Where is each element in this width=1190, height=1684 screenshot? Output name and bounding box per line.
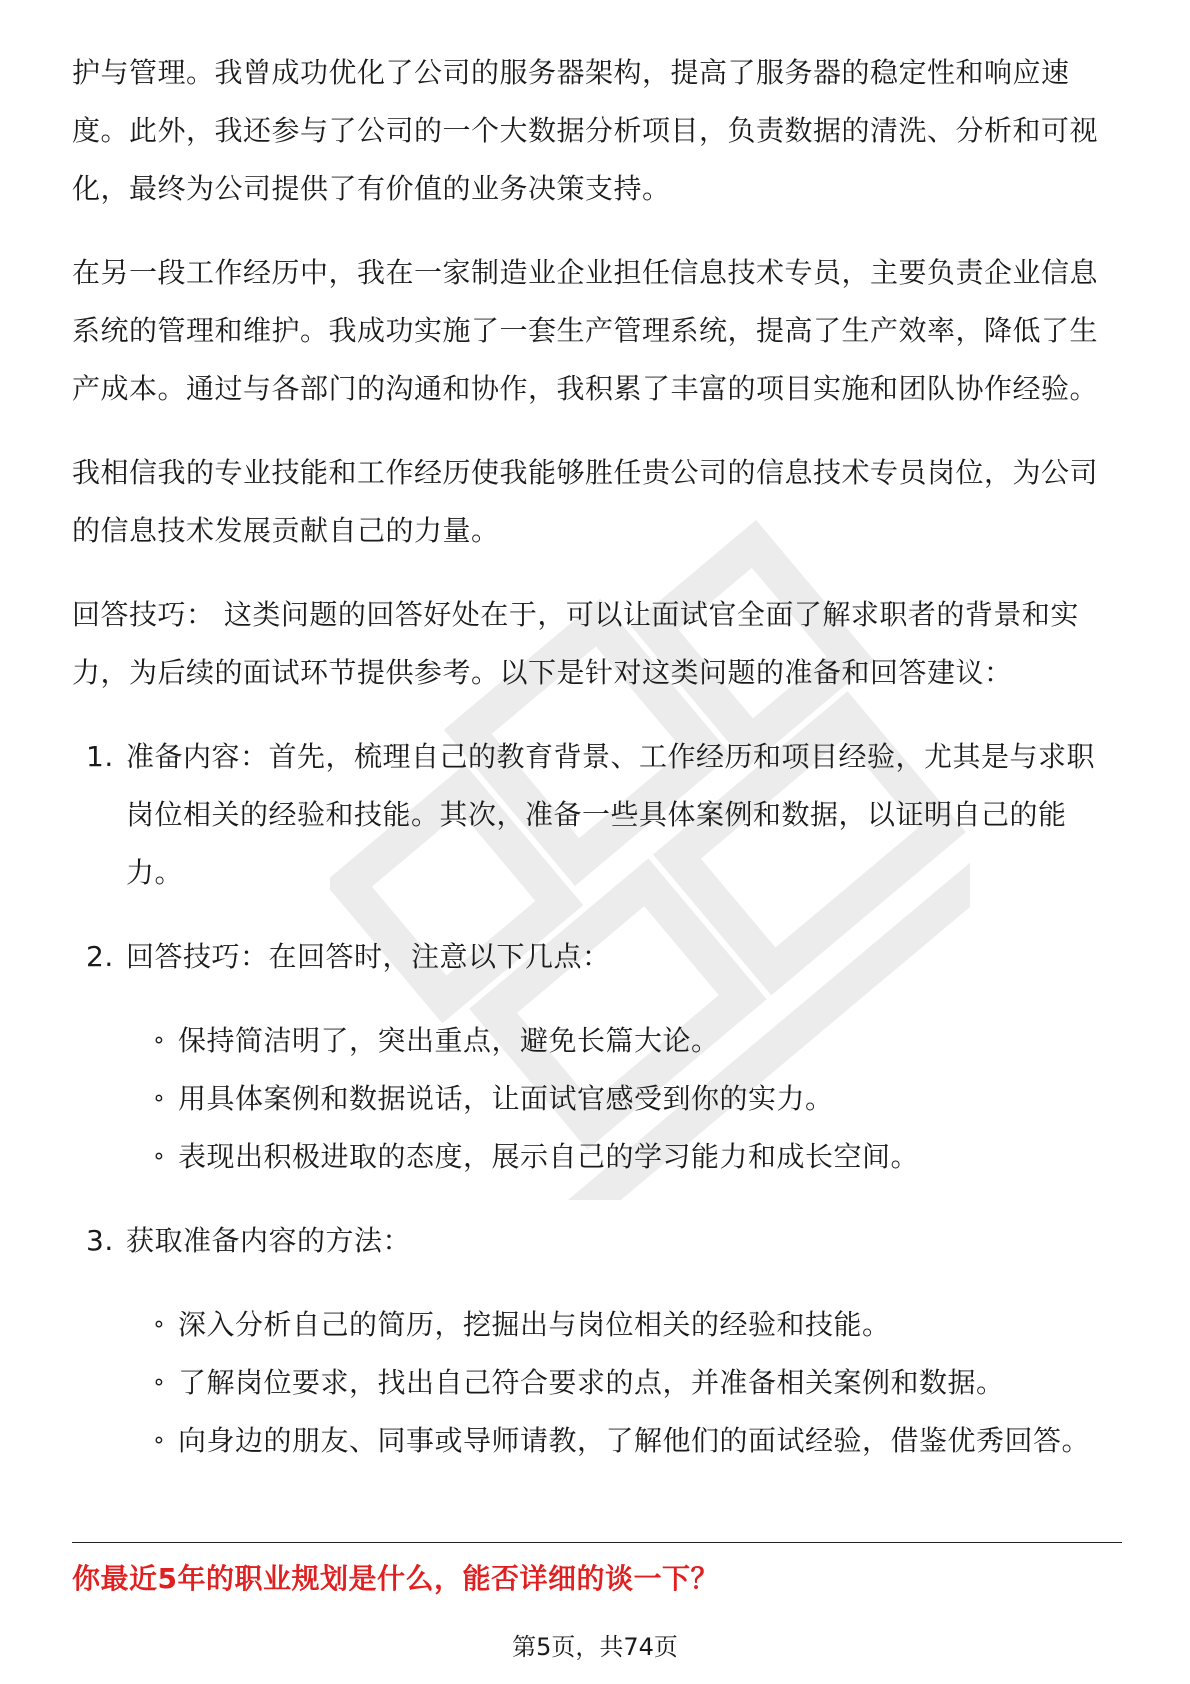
next-question-heading: 你最近5年的职业规划是什么，能否详细的谈一下？: [72, 1562, 719, 1595]
bullet-icon: ∘: [152, 1312, 167, 1337]
sub-list-item: [126, 1296, 1122, 1354]
list-number: 2.: [86, 940, 114, 973]
paragraph-experience-2: 在另一段工作经历中，我在一家制造业企业担任信息技术专员，主要负责企业信息系统的管理和维护。我成功实施了一套生产管理系统，提高了生产效率，降低了生产成本。通过与各部门的沟通和协作，我积累了丰富的项目实施和团队协作经验。: [72, 256, 1099, 405]
sub-list: [126, 1296, 1122, 1470]
sub-list-item: [126, 1354, 1122, 1412]
bullet-icon: ∘: [152, 1028, 167, 1053]
list-item: [72, 728, 1122, 902]
sub-list-item-text: 深入分析自己的简历，挖掘出与岗位相关的经验和技能。: [178, 1308, 891, 1341]
sub-list-item-text: 向身边的朋友、同事或导师请教，了解他们的面试经验，借鉴优秀回答。: [178, 1424, 1091, 1457]
paragraph-conclusion: 我相信我的专业技能和工作经历使我能够胜任贵公司的信息技术专员岗位，为公司的信息技术发展贡献自己的力量。: [72, 456, 1099, 547]
section-divider: [72, 1542, 1122, 1543]
bullet-icon: ∘: [152, 1370, 167, 1395]
main-content: [72, 44, 1122, 1496]
sub-list-item-text: 了解岗位要求，找出自己符合要求的点，并准备相关案例和数据。: [178, 1366, 1005, 1399]
sub-list-item: [126, 1012, 1122, 1070]
bullet-icon: ∘: [152, 1086, 167, 1111]
page-number-footer: 第5页，共74页: [512, 1633, 678, 1661]
sub-list-item: [126, 1412, 1122, 1470]
sub-list-item-text: 表现出积极进取的态度，展示自己的学习能力和成长空间。: [178, 1140, 920, 1173]
list-item: [72, 1212, 1122, 1470]
bullet-icon: ∘: [152, 1144, 167, 1169]
list-item: [72, 928, 1122, 1186]
list-number: 3.: [86, 1224, 114, 1257]
list-item-text: 获取准备内容的方法：: [126, 1224, 412, 1257]
list-item-text: 回答技巧：在回答时，注意以下几点：: [126, 940, 611, 973]
sub-list-item-text: 用具体案例和数据说话，让面试官感受到你的实力。: [178, 1082, 834, 1115]
sub-list: [126, 1012, 1122, 1186]
list-number: 1.: [86, 740, 114, 773]
bullet-icon: ∘: [152, 1428, 167, 1453]
list-item-text: 准备内容：首先，梳理自己的教育背景、工作经历和项目经验，尤其是与求职岗位相关的经验和技能。其次，准备一些具体案例和数据，以证明自己的能力。: [126, 740, 1096, 889]
paragraph-experience-1: 护与管理。我曾成功优化了公司的服务器架构，提高了服务器的稳定性和响应速度。此外，我还参与了公司的一个大数据分析项目，负责数据的清洗、分析和可视化，最终为公司提供了有价值的业务决策支持。: [72, 56, 1099, 205]
sub-list-item: [126, 1128, 1122, 1186]
sub-list-item-text: 保持简洁明了，突出重点，避免长篇大论。: [178, 1024, 720, 1057]
paragraph-answer-tips: 回答技巧： 这类问题的回答好处在于，可以让面试官全面了解求职者的背景和实力，为后续的面试环节提供参考。以下是针对这类问题的准备和回答建议：: [72, 598, 1079, 689]
tips-list: [72, 728, 1122, 1470]
sub-list-item: [126, 1070, 1122, 1128]
